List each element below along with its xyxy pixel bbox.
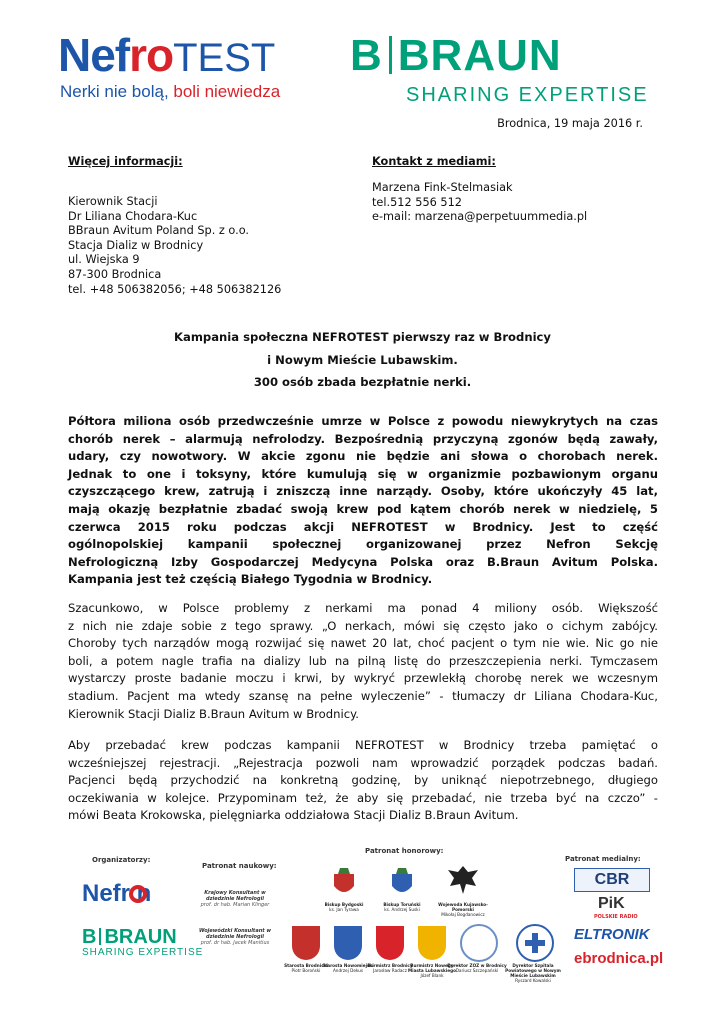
- article-title-line: Kampania społeczna NEFROTEST pierwszy raz w Brodnicy: [174, 330, 551, 344]
- nowe-miasto-county-crest-icon: [334, 926, 362, 960]
- honorary-patronage-label: Patronat honorowy:: [365, 847, 444, 855]
- brodnica-county-crest-icon: [292, 926, 320, 960]
- footer-bbraun-tagline: SHARING EXPERTISE: [82, 947, 204, 958]
- paragraph-line: boli, a potem nagle trafia na dializy lub na pilną listę do przeszczepienia nerki. Tymczasem: [68, 653, 658, 668]
- paragraph-line: Szacunkowo, w Polsce problemy z nerkami ma ponad 4 miliony osób. Większość: [68, 601, 658, 615]
- paragraph-line: oczekiwania w kolejce. Przypominam też, że aby się przebadać, nie trzeba być na czczo” -: [68, 790, 658, 805]
- media-contact-email[interactable]: e-mail: marzena@perpetuummedia.pl: [372, 210, 588, 224]
- more-info-block: [68, 195, 281, 297]
- more-info-line: 87-300 Brodnica: [68, 267, 162, 281]
- brodnica-town-crest-icon: [376, 926, 404, 960]
- bishop-bydgoszcz-crest-icon: [328, 866, 360, 898]
- media-patronage-label: Patronat medialny:: [565, 855, 641, 863]
- cbr-logo: CBR: [574, 868, 650, 892]
- honorary-patron: Wojewoda Kujawsko-Pomorski Mikołaj Bogdanowicz: [438, 902, 488, 917]
- nefron-logo: Nefr n: [82, 880, 152, 907]
- date-line: Brodnica, 19 maja 2016 r.: [497, 117, 643, 130]
- nefron-logo-dot-icon: [129, 885, 147, 903]
- paragraph-line: chorób nerek – alarmują nefrolodzy. Bezpośrednią przyczyną zgonów będą zawały,: [68, 431, 658, 446]
- paragraph-line: mają okazję bezpłatnie zbadać swoją krew pod kątem chorób nerek w niedzielę, 5: [68, 501, 658, 516]
- more-info-line: Kierownik Stacji: [68, 195, 158, 208]
- hospital-nowe-miasto-logo-icon: [516, 924, 554, 962]
- nefrotest-wordmark: NefroTEST: [58, 29, 276, 81]
- more-info-line: BBraun Avitum Poland Sp. z o.o.: [68, 224, 250, 238]
- lead-paragraph: [68, 413, 658, 589]
- paragraph-line: Nefrologiczną Izby Gospodarczej Medycyna Polska oraz B.Braun Avitum Polska.: [68, 554, 658, 569]
- body-paragraph-2: [68, 600, 658, 723]
- paragraph-line: Kampania jest też częścią Białego Tygodnia w Brodnicy.: [68, 572, 433, 587]
- media-contact-block: [372, 181, 587, 225]
- nowe-miasto-town-crest-icon: [418, 926, 446, 960]
- paragraph-line: Kierownik Stacji Dializ B.Braun Avitum w Brodnicy.: [68, 706, 359, 721]
- ebrodnica-logo: ebrodnica.pl: [574, 950, 664, 967]
- article-subtitle: 300 osób zbada bezpłatnie nerki.: [253, 375, 472, 389]
- more-info-line: Stacja Dializ w Brodnicy: [68, 238, 204, 252]
- paragraph-line: wcześniejszej rejestracji. „Rejestracja pozwoli nam wprowadzić porządek podczas badań.: [68, 755, 658, 770]
- bbraun-tagline: SHARING EXPERTISE: [406, 84, 649, 106]
- paragraph-line: czerwca 2015 roku podczas akcji NEFROTEST w Brodnicy. Jest to część: [68, 519, 658, 534]
- polskie-radio-label: POLSKIE RADIO: [594, 914, 638, 920]
- scientific-patronage-label: Patronat naukowy:: [202, 862, 277, 870]
- bbraun-logo: [350, 31, 649, 112]
- paragraph-line: czyszczącego krew, zatrują i zniszczą inne narządy. Osoby, które ukończyły 45 lat,: [68, 484, 658, 499]
- honorary-patron: Burmistrz Nowego Miasta Lubawskiego Józef Blank: [408, 963, 456, 978]
- nefrotest-logo: [58, 30, 298, 110]
- article-title-line: i Nowym Mieście Lubawskim.: [267, 353, 458, 367]
- media-contact-heading: Kontakt z mediami:: [372, 155, 496, 168]
- paragraph-line: stadium. Pacjent ma wtedy szansę na pełne wyleczenie” - tłumaczy dr Liliana Chodara-Kuc,: [68, 688, 658, 703]
- bbraun-wordmark: B BRAUN: [350, 31, 562, 80]
- paragraph-line: Aby przebadać krew podczas kampanii NEFROTEST w Brodnicy trzeba pamiętać o: [68, 738, 658, 752]
- bishop-torun-crest-icon: [386, 866, 418, 898]
- scientific-patron-1: Krajowy Konsultant w dziedzinie Nefrologii prof. dr hab. Marian Klinger: [200, 890, 270, 908]
- footer-bbraun-logo: B BRAUN: [82, 926, 177, 948]
- honorary-patron: Dyrektor ZOZ w Brodnicy Dariusz Szczepański: [447, 963, 507, 973]
- paragraph-line: mówi Beata Krokowska, pielęgniarka oddziałowa Stacji Dializ B.Braun Avitum.: [68, 808, 519, 823]
- paragraph-line: udary, czy nowotwory. W akcie zgonu nie będzie ani słowa o chorobach nerek.: [68, 449, 658, 464]
- paragraph-line: Półtora miliona osób przedwcześnie umrze w Polsce z powodu niewykrytych na czas: [68, 414, 658, 428]
- paragraph-line: Jednak to one i toksyny, które kumulują się w organizmie pozbawionym organu: [68, 466, 658, 481]
- honorary-patron: Dyrektor Szpitala Powiatowego w Nowym Mieście Lubawskim Ryszard Kowalski: [505, 963, 561, 983]
- more-info-heading: Więcej informacji:: [68, 155, 183, 168]
- polish-eagle-icon: [446, 862, 480, 898]
- scientific-patron-2: Wojewódzki Konsultant w dziedzinie Nefrologii prof. dr hab. Jacek Manitius: [198, 928, 272, 946]
- honorary-patron: Starosta Nowomiejski Andrzej Dekus: [322, 963, 374, 973]
- honorary-patron: Biskup Toruński ks. Andrzej Suski: [383, 902, 421, 912]
- more-info-line: Dr Liliana Chodara-Kuc: [68, 209, 198, 223]
- pik-logo: PiK: [598, 895, 625, 912]
- nefrotest-tagline: Nerki nie bolą, boli niewiedza: [60, 82, 281, 101]
- zoz-brodnica-logo-icon: [460, 924, 498, 962]
- body-paragraph-3: [68, 737, 658, 825]
- honorary-patron: Burmistrz Brodnicy Jarosław Radacz: [367, 963, 413, 973]
- honorary-patron: Starosta Brodnicki Piotr Boroński: [284, 963, 328, 973]
- paragraph-line: wystarczy proste badanie moczu i krwi, by wykryć przewlekłą chorobę nerek we wczesnym: [68, 671, 658, 686]
- organizers-label: Organizatorzy:: [92, 856, 151, 864]
- paragraph-line: Pacjenci będą przychodzić na konkretną godzinę, by uniknąć niepotrzebnego, długiego: [68, 773, 658, 788]
- honorary-patron: Biskup Bydgoski ks. Jan Tyrawa: [324, 902, 364, 912]
- paragraph-line: Choroby tych narządów mogą rozwijać się nawet 20 lat, choć pacjent o tym nie wie. Nic go nie: [68, 636, 658, 651]
- more-info-line: ul. Wiejska 9: [68, 253, 140, 267]
- media-contact-phone: tel.512 556 512: [372, 195, 462, 209]
- media-contact-name: Marzena Fink-Stelmasiak: [372, 181, 513, 194]
- paragraph-line: ogólnopolskiej kampanii społecznej organizowanej przez Nefron Sekcję: [68, 537, 658, 552]
- eltronik-logo: ELTRONIK: [574, 926, 650, 943]
- paragraph-line: z nich nie zdaje sobie z tego sprawy. „O nerkach, mówi się często jako o cichym zabójcy.: [68, 618, 658, 633]
- more-info-line: tel. +48 506382056; +48 506382126: [68, 282, 282, 296]
